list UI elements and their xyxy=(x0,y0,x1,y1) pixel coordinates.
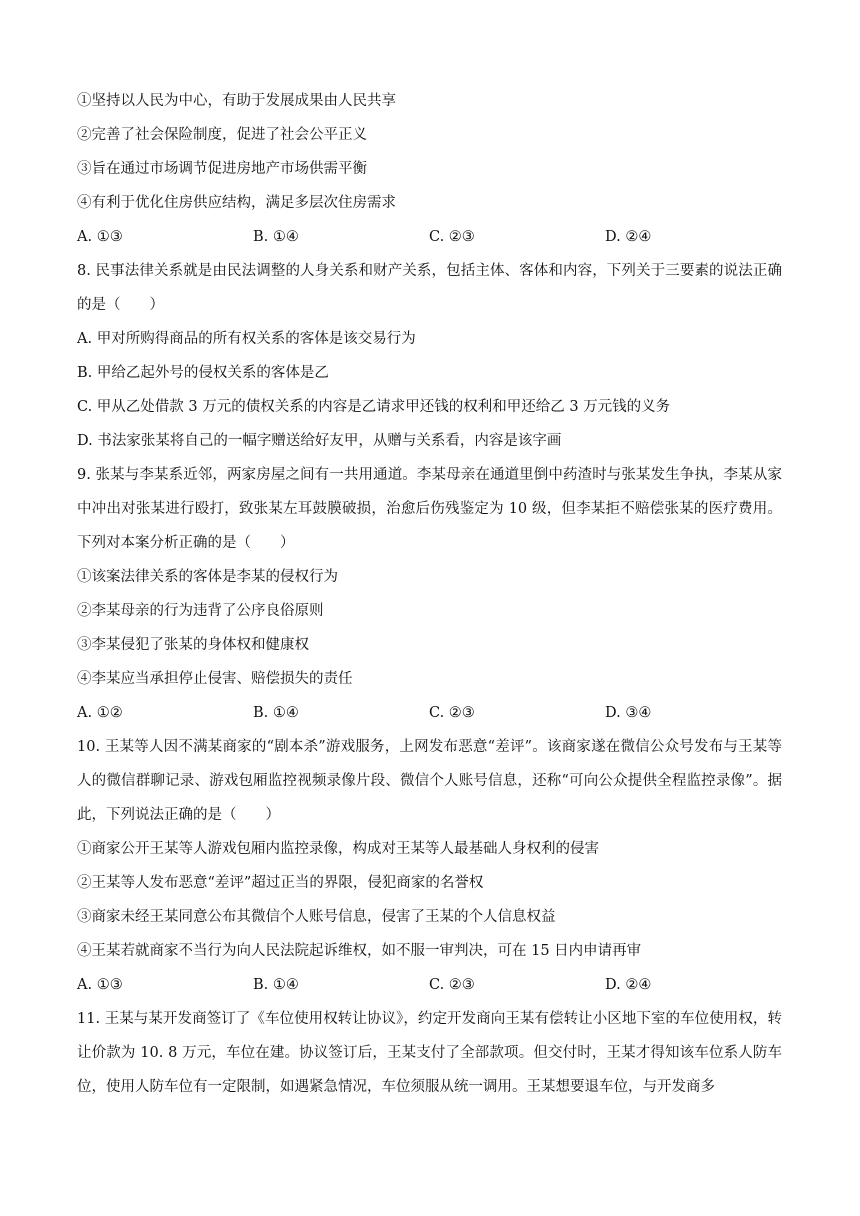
exam-page xyxy=(77,84,782,1104)
q9-option-a: A. ①② xyxy=(77,705,123,721)
q9-option-b: B. ①④ xyxy=(253,705,299,721)
q10-stem: 10. 王某等人因不满某商家的“剧本杀”游戏服务，上网发布恶意“差评”。该商家遂在微信公众号发布与王某等人的微信群聊记录、游戏包厢监控视频录像片段、微信个人账号信息，还称“可向公众提供全程监控录像”。据此，下列说法正确的是（ ） xyxy=(77,739,782,823)
q7-option-a: A. ①③ xyxy=(77,229,123,245)
q10-option-a: A. ①③ xyxy=(77,977,123,993)
q9-item-2: ②李某母亲的行为违背了公序良俗原则 xyxy=(77,603,324,619)
q9-item-1: ①该案法律关系的客体是李某的侵权行为 xyxy=(77,569,338,585)
q7-item-3: ③旨在通过市场调节促进房地产市场供需平衡 xyxy=(77,161,367,177)
q10-item-3: ③商家未经王某同意公布其微信个人账号信息，侵害了王某的个人信息权益 xyxy=(77,909,556,925)
q8-option-b: B. 甲给乙起外号的侵权关系的客体是乙 xyxy=(77,365,329,381)
q8-option-c: C. 甲从乙处借款 3 万元的债权关系的内容是乙请求甲还钱的权利和甲还给乙 3 万元钱的义务 xyxy=(77,399,671,415)
q10-options xyxy=(77,968,782,1002)
q8-option-a: A. 甲对所购得商品的所有权关系的客体是该交易行为 xyxy=(77,331,416,347)
q9-options xyxy=(77,696,782,730)
q7-option-c: C. ②③ xyxy=(429,229,475,245)
q10-option-d: D. ②④ xyxy=(605,977,652,993)
q8-stem: 8. 民事法律关系就是由民法调整的人身关系和财产关系，包括主体、客体和内容，下列关于三要素的说法正确的是（ ） xyxy=(77,263,782,313)
q9-stem: 9. 张某与李某系近邻，两家房屋之间有一共用通道。李某母亲在通道里倒中药渣时与张某发生争执，李某从家中冲出对张某进行殴打，致张某左耳鼓膜破损，治愈后伤残鉴定为 10 级，但李某拒不赔偿张某的医疗费用。下列对本案分析正确的是（ ） xyxy=(77,467,782,551)
q8-option-d: D. 书法家张某将自己的一幅字赠送给好友甲，从赠与关系看，内容是该字画 xyxy=(77,433,562,449)
q9-option-d: D. ③④ xyxy=(605,705,652,721)
q11-stem: 11. 王某与某开发商签订了《车位使用权转让协议》，约定开发商向王某有偿转让小区地下室的车位使用权，转让价款为 10. 8 万元，车位在建。协议签订后，王某支付了全部款项。但交付时，王某才得知该车位系人防车位，使用人防车位有一定限制，如遇紧急情况，车位须服从统一调用。王某想要退车位，与开发商多 xyxy=(77,1011,782,1095)
q7-option-b: B. ①④ xyxy=(253,229,299,245)
q10-option-b: B. ①④ xyxy=(253,977,299,993)
q7-item-2: ②完善了社会保险制度，促进了社会公平正义 xyxy=(77,127,367,143)
q9-item-3: ③李某侵犯了张某的身体权和健康权 xyxy=(77,637,309,653)
q10-item-4: ④王某若就商家不当行为向人民法院起诉维权，如不服一审判决，可在 15 日内申请再审 xyxy=(77,943,642,959)
q9-item-4: ④李某应当承担停止侵害、赔偿损失的责任 xyxy=(77,671,353,687)
q9-option-c: C. ②③ xyxy=(429,705,475,721)
q7-option-d: D. ②④ xyxy=(605,229,652,245)
q10-item-2: ②王某等人发布恶意“差评”超过正当的界限，侵犯商家的名誉权 xyxy=(77,875,484,891)
q7-item-4: ④有利于优化住房供应结构，满足多层次住房需求 xyxy=(77,195,396,211)
q7-item-1: ①坚持以人民为中心，有助于发展成果由人民共享 xyxy=(77,93,396,109)
q10-option-c: C. ②③ xyxy=(429,977,475,993)
q10-item-1: ①商家公开王某等人游戏包厢内监控录像，构成对王某等人最基础人身权利的侵害 xyxy=(77,841,599,857)
q7-options xyxy=(77,220,782,254)
